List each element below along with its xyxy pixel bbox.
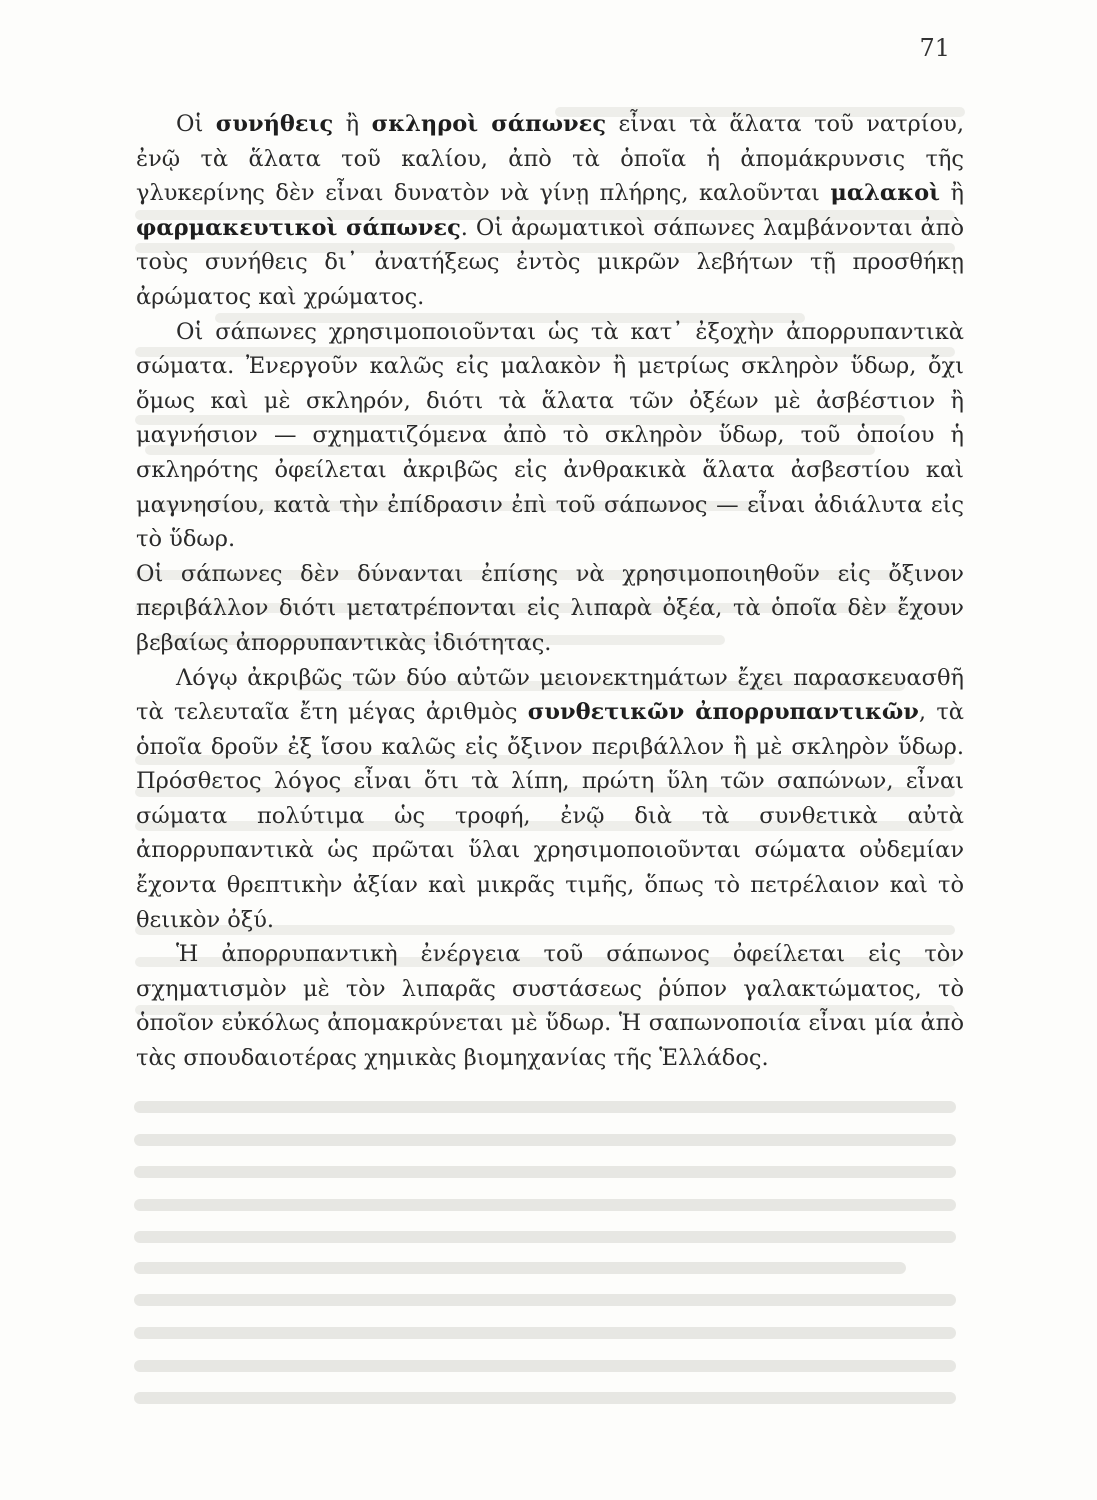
paragraph-acidic-environment xyxy=(136,557,964,661)
text-run: Οἱ xyxy=(176,111,216,137)
paragraph-synthetic-detergents xyxy=(136,661,964,938)
bold-term: σκληροὶ σάπωνες xyxy=(371,111,607,137)
text-run: Οἱ σάπωνες δὲν δύνανται ἐπίσης νὰ χρησιμοποιηθοῦν εἰς ὄξινον περιβάλλον διότι μετατρέπονται εἰς λιπαρὰ ὀξέα, τὰ ὁποῖα δὲν ἔχουν βεβαίως ἀπορρυπαντικὰς ἰδιότητας. xyxy=(136,560,964,656)
paragraph-soap-types xyxy=(136,107,964,315)
body-text xyxy=(136,107,964,1076)
text-run: εἶναι τὰ ἅλατα τοῦ νατρίου, ἐνῷ τὰ ἅλατα τοῦ καλίου, ἀπὸ τὰ ὁποῖα ἡ ἀπομάκρυνσις τῆς γλυκερίνης δὲν εἶναι δυνατὸν νὰ γίνῃ πλήρης, καλοῦνται xyxy=(136,111,964,207)
bold-term: συνθετικῶν ἀπορρυπαντικῶν xyxy=(527,699,919,726)
bold-term: φαρμακευτικοὶ σάπωνες xyxy=(136,214,461,241)
page-number: 71 xyxy=(919,34,950,62)
bold-term: μαλακοὶ xyxy=(830,180,941,207)
text-run: ἢ xyxy=(940,180,965,207)
text-run: Ἡ ἀπορρυπαντικὴ ἐνέργεια τοῦ σάπωνος ὀφείλεται εἰς τὸν σχηματισμὸν μὲ τὸν λιπαρᾶς συστάσεως ῥύπον γαλακτώματος, τὸ ὁποῖον εὐκόλως ἀπομακρύνεται μὲ ὕδωρ. Ἡ σαπωνοποιία εἶναι μία ἀπὸ τὰς σπουδαιοτέρας χημικὰς βιομηχανίας τῆς Ἑλλάδος. xyxy=(136,941,964,1072)
bold-term: συνήθεις xyxy=(215,111,334,137)
text-run: . Οἱ ἀρωματικοὶ σάπωνες λαμβάνονται ἀπὸ τοὺς συνήθεις δι᾿ ἀνατήξεως ἐντὸς μικρῶν λεβήτων τῇ προσθήκῃ ἀρώματος καὶ χρώματος. xyxy=(136,214,965,310)
text-run: ἢ xyxy=(333,111,372,137)
text-run: Οἱ σάπωνες χρησιμοποιοῦνται ὡς τὰ κατ᾿ ἐξοχὴν ἀπορρυπαντικὰ σώματα. Ἐνεργοῦν καλῶς εἰς μαλακὸν ἢ μετρίως σκληρὸν ὕδωρ, ὄχι ὅμως καὶ μὲ σκληρόν, διότι τὰ ἅλατα τῶν ὀξέων μὲ ἀσβέστιον ἢ μαγνήσιον — σχηματιζόμενα ἀπὸ τὸ σκληρὸν ὕδωρ, τοῦ ὁποίου ἡ σκληρότης ὀφείλεται ἀκριβῶς εἰς ἀνθρακικὰ ἅλατα ἀσβεστίου καὶ μαγνησίου, κατὰ τὴν ἐπίδρασιν ἐπὶ τοῦ σάπωνος — εἶναι ἀδιάλυτα εἰς τὸ ὕδωρ. xyxy=(136,318,964,553)
paragraph-detergent-action xyxy=(136,937,964,1075)
text-run: , τὰ ὁποῖα δροῦν ἐξ ἴσου καλῶς εἰς ὄξινον περιβάλλον ἢ μὲ σκληρὸν ὕδωρ. Πρόσθετος λόγος εἶναι ὅτι τὰ λίπη, πρώτη ὕλη τῶν σαπώνων, εἶναι σώματα πολύτιμα ὡς τροφή, ἐνῷ διὰ τὰ συνθετικὰ αὐτὰ ἀπορρυπαντικὰ ὡς πρῶται ὕλαι χρησιμοποιοῦνται σώματα οὐδεμίαν ἔχοντα θρεπτικὴν ἀξίαν καὶ μικρᾶς τιμῆς, ὅπως τὸ πετρέλαιον καὶ τὸ θειικὸν ὀξύ. xyxy=(136,699,965,933)
paragraph-soap-uses xyxy=(136,315,964,557)
text-run: Λόγῳ ἀκριβῶς τῶν δύο αὐτῶν μειονεκτημάτων ἔχει παρασκευασθῆ τὰ τελευταῖα ἔτη μέγας ἀριθμὸς xyxy=(136,664,964,726)
